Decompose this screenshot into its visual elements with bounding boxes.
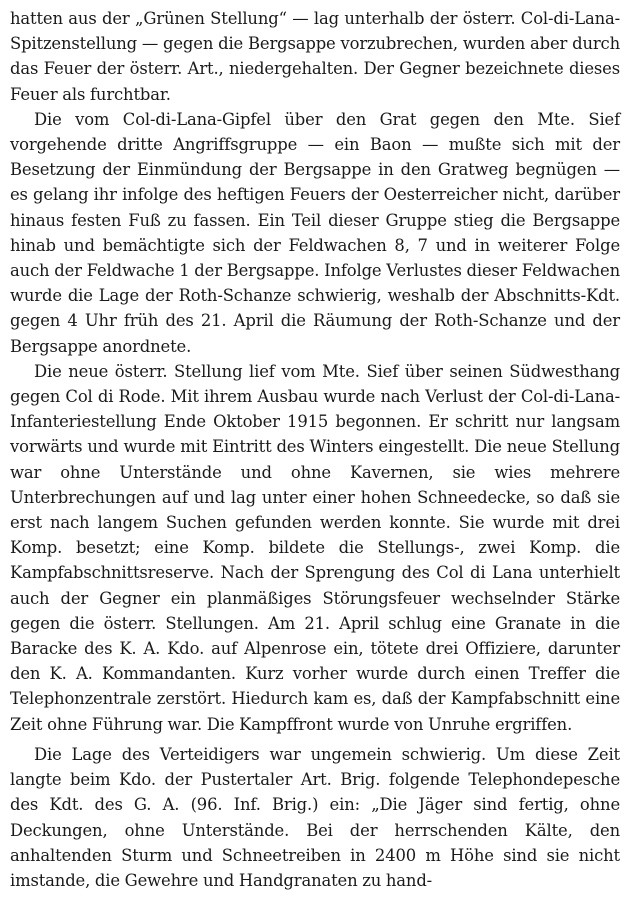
paragraph-2: Die vom Col-di-Lana-Gipfel über den Grat gegen den Mte. Sief vorgehende dritte Angriffsgruppe — ein Baon — mußte sich mit der Besetzung der Einmündung der Bergsappe in den Gratweg begnügen — es gelang ihr infolge des heftigen Feuers der Oesterreicher nicht, darüber hinaus festen Fuß zu fassen. Ein Teil dieser Gruppe stieg die Bergsappe hinab und bemächtigte sich der Feldwachen 8, 7 und in weiterer Folge auch der Feldwache 1 der Bergsappe. Infolge Verlustes dieser Feldwachen wurde die Lage der Roth-Schanze schwierig, weshalb der Abschnitts-Kdt. gegen 4 Uhr früh des 21. April die Räumung der Roth-Schanze und der Bergsappe anordnete. xyxy=(10,109,620,356)
paragraph-4: Die Lage des Verteidigers war ungemein schwierig. Um diese Zeit langte beim Kdo. der Pustertaler Art. Brig. folgende Telephondepesche des Kdt. des G. A. (96. Inf. Brig.) ein: „Die Jäger sind fertig, ohne Deckungen, ohne Unterstände. Bei der herrschenden Kälte, den anhaltenden Sturm und Schneetreiben in 2400 m Höhe sind sie nicht imstande, die Gewehre und Handgranaten zu hand- xyxy=(10,744,620,890)
paragraph-1: hatten aus der „Grünen Stellung“ — lag unterhalb der österr. Col-di-Lana-Spitzenstellung — gegen die Bergsappe vorzubrechen, wurden aber durch das Feuer der österr. Art., niedergehalten. Der Gegner bezeichnete dieses Feuer als furchtbar. xyxy=(10,9,620,104)
paragraph-3: Die neue österr. Stellung lief vom Mte. Sief über seinen Südwesthang gegen Col di Rode. Mit ihrem Ausbau wurde nach Verlust der Col-di-Lana-Infanteriestellung Ende Oktober 1915 begonnen. Er schritt nur langsam vorwärts und wurde mit Eintritt des Winters eingestellt. Die neue Stellung war ohne Unterstände und ohne Kavernen, sie wies mehrere Unterbrechungen auf und lag unter einer hohen Schneedecke, so daß sie erst nach langem Suchen gefunden werden konnte. Sie wurde mit drei Komp. besetzt; eine Komp. bildete die Stellungs-, zwei Komp. die Kampfabschnittsreserve. Nach der Sprengung des Col di Lana unterhielt auch der Gegner ein planmäßiges Störungsfeuer wechselnder Stärke gegen die österr. Stellungen. Am 21. April schlug eine Granate in die Baracke des K. A. Kdo. auf Alpenrose ein, tötete drei Offiziere, darunter den K. A. Kommandanten. Kurz vorher wurde durch einen Treffer die Telephonzentrale zerstört. Hiedurch kam es, daß der Kampfabschnitt eine Zeit ohne Führung war. Die Kampffront wurde von Unruhe ergriffen. xyxy=(10,361,620,734)
